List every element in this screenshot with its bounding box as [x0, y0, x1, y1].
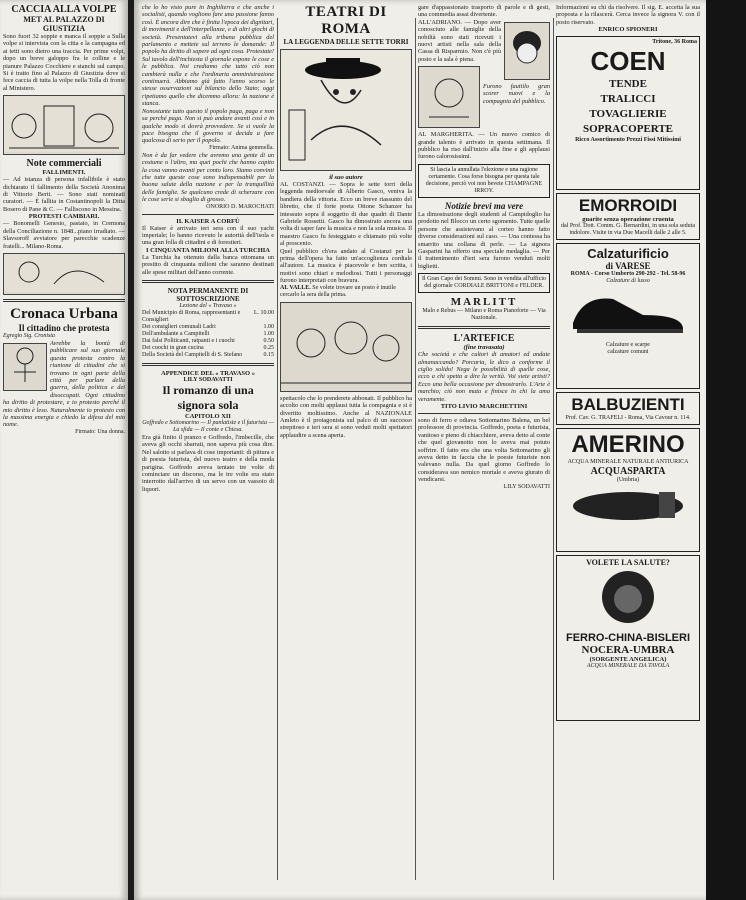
portrait-caption: il suo autore	[329, 174, 363, 181]
shoe-icon	[563, 285, 693, 337]
coen-ad	[556, 36, 700, 190]
calz-title: Calzaturificio	[587, 246, 669, 262]
protesti-title: PROTESTI CAMBIARI.	[28, 213, 100, 221]
theatre-body: AL COSTANZI. — Sopra le sette torri della leggenda medioevale di Alberto Gasco, veniva la bandiera della vittoria. Ecco un breve riassunto del libretto, che il forte poeta Ottone Schanzer ha intessuto sopra il soggetto di due quadri di Dante Gabriele Rossetti. Gasco ha dimostrato ancora una volta di saper fare la musica e non la sola musica. Il maestro Gasco fu festeggiato e chiamato più volte al proscenio.	[280, 181, 412, 248]
calz-address: ROMA - Corso Umberto 290-292 - Tel. 58-96	[570, 271, 686, 278]
cronaca-byline: Egregio Sig. Cronista	[3, 332, 56, 339]
emorroidi-body: dal Prof. Dott. Comm. G. Bernardini, in una sola seduta indolore. Visite in via Due Macelli dalle 2 alle 5.	[561, 223, 695, 237]
valle-head: AL VALLE.	[280, 284, 311, 291]
marlitt-title: MARLITT	[450, 296, 518, 309]
classified-ad: Il Gran Capo dei Sommi. Sono in vendita all'ufficio del giornale CORDIALE BRITTONI e FELDER.	[418, 273, 550, 293]
calz-line-1: Calzature e scarpe	[606, 342, 650, 349]
ferro-title: FERRO-CHINA-BISLERI	[565, 632, 691, 645]
calz-sub: Calzature di lusso	[606, 278, 650, 285]
emorroidi-sub: guarite senza operazione cruenta	[582, 216, 674, 224]
amerino-sub: ACQUA MINERALE NATURALE ANTIURICA	[567, 459, 689, 466]
artefice-body: Che società e che cultori di amatori ed andate almanaccando? Porcaria, le dico a conforme il ciglio solido! Nega le possibilità di quelle cose, ecco a chi spetta a dire la verità. Voi siete artisti? Ecco una bella occasione per dimostrarlo. L'Arte è marchio; ciò non muta e finisce in chi la ama veramente.	[418, 351, 550, 403]
left-column	[3, 4, 125, 890]
face-illustration-2	[418, 66, 480, 128]
article-body-mid: Non è da far vedere che avremo una gente di un costume o l'altro, ma quei pochi che hanno capito la cosa vanno avanti per conto loro. Siamo convinti che tutte queste cose sono indispensabili per la buona salute della nazione e per la tranquillità delle famiglie. Se qualcuno crede di scherzare con le cose serie si sbaglia di grosso.	[142, 151, 274, 204]
theatre-body-2: Quel pubblico ch'era andato al Costanzi per la prima dell'opera ha fatto un'accoglienza cordiale all'autore. La musica è piacevole e ben scritta, i motivi sono chiari e melodiosi. Tutti i personaggi furono interpretati con bravura.	[280, 247, 412, 285]
theatre-subtitle: LA LEGGENDA DELLE SETTE TORRI	[283, 38, 409, 46]
column-4	[418, 4, 550, 890]
italic-block: Nonostante tutto questo il popolo paga, paga e non sa perché paga. Non si può andare avanti così e in qualche modo si dovrà provvedere. Se si vuole la pace bisogna che il governo si decida a fare qualcosa di serio per il popolo.	[142, 107, 274, 145]
subscription-row	[142, 310, 274, 324]
artefice-sign: TITO LIVIO MARCHETTINI	[440, 402, 528, 410]
author-portrait	[280, 49, 412, 171]
salute-title: VOLETE LA SALUTE?	[586, 558, 670, 568]
column-5-ads	[556, 4, 700, 890]
notizie-title: Notizie brevi ma vere	[444, 200, 524, 211]
balbu-title: BALBUZIENTI	[571, 395, 685, 415]
novel-body: Era già finito il pranzo e Goffredo, l'imbecille, che aveva gli occhi sbarrati, non sapeva più cosa dire. Nel salotto si parlava di cose importanti: di pittura e di poesia futurista, del nuovo teatro e della moda parigina. Goffredo aveva tentato tre volte di cominciare un discorso, ma le tre volte era stato interrotto dall'arrivo di un servo con un vassoio di liquori.	[142, 434, 274, 493]
subscription-subtitle: Lezione del « Travaso »	[179, 303, 237, 309]
subscription-label: Della Società del Campitelli di S. Stefano	[142, 352, 243, 358]
theatre-title: TEATRI DI ROMA	[305, 4, 387, 37]
coen-address: Tritone, 36 Roma	[652, 39, 697, 46]
cronaca-title: Cronaca Urbana	[10, 305, 118, 322]
balbu-sub: Prof. Cav. G. TRAFELI - Roma, Via Cavour n. 114.	[565, 415, 691, 422]
calz-line-2: calzature comuni	[607, 349, 649, 356]
lion-icon	[563, 567, 693, 627]
subscription-row	[142, 324, 274, 331]
champagne-ad: Si lascia la annullata l'elezione e una ragione certamente. Cosa forse bisogna per questa tale decisione, perciò voi non bevete CHAMPAGNE IRROY.	[418, 164, 550, 198]
amerino-title: AMERINO	[571, 431, 685, 459]
subscription-amount: 0.50	[263, 338, 274, 344]
bottle-icon	[563, 484, 693, 524]
col5-top: Informazioni su chi da risolvere. Il sig. E. accetta la sua proposta e la rilascerà. Cerca invece la signora V. con il posto riservato.	[556, 4, 700, 26]
subscription-label: Dell'ambulante a Campitelli	[142, 331, 210, 337]
subscription-row	[142, 352, 274, 359]
article-subtitle: MET AL PALAZZO DI GIUSTIZIA	[23, 15, 105, 33]
subscription-title: NOTA PERMANENTE DI SOTTOSCRIZIONE	[167, 287, 249, 303]
coen-item: TOVAGLIERIE	[589, 108, 667, 121]
acqua-title: ACQUASPARTA	[590, 466, 666, 478]
artefice-title: L'ARTEFICE	[453, 333, 515, 345]
novel-author: LILY SODAVATTI	[183, 377, 233, 383]
marlitt-sub: Malo e Rebus — Milano e Roma Pianoforte — Via Nazionale.	[422, 308, 546, 322]
emorroidi-ad	[556, 193, 700, 240]
nocera-sub: (SORGENTE ANGELICA)	[589, 656, 667, 664]
coen-item: TENDE	[609, 78, 647, 91]
article-body-top: che lo ho visto pure in Inghilterra e che anche i socialisti, quando vogliono fare una passione fanno così. È ancora dire che è finita l'epoca dei dignitari, di movimenti e dell'interpellanze, e di altri giochi di società. Presentatevi alla tribuna pubblica del parlamento e mettete sul terreno le domande: Il popolo ha diritto di sapere ad ogni cosa. Protestate! Sul tavolo dell'inchiesta il giornale espone le cose e le pubblica. Noi crediamo che tutto ciò non cambierà nulla e che l'ordinaria amministrazione continuerà. Abbiamo già fatto l'anno scorso le stesse osservazioni sul bilancio dello Stato; oggi ripetiamo quello che dicemmo allora: la nazione è stanca.	[142, 4, 274, 108]
appendix-label: APPENDICE DEL « TRAVASO »	[161, 370, 255, 377]
adriano-text: ALL'ADRIANO. — Dopo aver conosciuto alle famiglie della nobiltà sono stati ricevuti i nuovi artisti nella sala della Cassa di Risparmio. Non c'è più posto e la sala è piena.	[418, 18, 501, 63]
news-text-2: La Turchia ha ottenuto dalla banca ottomana un prestito di cinquanta milioni che saranno destinati alle spese militari dell'anno corrente.	[142, 253, 274, 276]
subscription-label: Dei consiglieri comunali Ladri	[142, 324, 216, 330]
subscription-amount: L. 10.00	[253, 310, 274, 316]
nocera-title: NOCERA-UMBRA	[581, 644, 675, 657]
coen-item: SOPRACOPERTE	[582, 123, 674, 136]
balbuzienti-ad	[556, 392, 700, 425]
news-head: IL KAISER A CORFÙ	[176, 217, 240, 225]
theatre-body-3: spettacolo che lo prenderete abbonati. Il pubblico ha accolto con molti applausi tutta la compagnia e si è divertito moltissimo. Anche al NAZIONALE Amleto è il protagonista sul palco di un successo strepitoso e ieri sera si sono veduti molti spettatori applaudire a scena aperta.	[280, 394, 412, 439]
page-binding	[706, 0, 746, 900]
novel-chapter-sub: Goffredo e Sottomarino — Il panlatiste e il futurista — La sfida — Il conte e Chiesa.	[142, 420, 274, 433]
article-title: CACCIA ALLA VOLPE	[11, 4, 117, 15]
right-page	[134, 0, 706, 900]
cronaca-subtitle: Il cittadino che protesta	[18, 322, 110, 333]
cronaca-sign: Firmato: Una donna.	[75, 428, 125, 435]
faces-caption: Furono fautiilo gran scorer nuovi e la compagnia del pubblico.	[483, 82, 550, 105]
section-body: — Ad istanza di persona infallibile è stato dichiarato il fallimento della Società Anonima di Vittorio Berti. — Sono stati nominati curatori. — È fallita in Costantinopoli la Ditta Bosero di Pane & C. — Falliscono in Messina.	[3, 176, 125, 213]
amerino-ad	[556, 428, 700, 552]
spioneri-label: ENRICO SPIONERI	[598, 26, 658, 34]
article-body: Sono fuori 32 soppie e manca il soppie a Sulla volpe si intervista con la citta e la campagna ed ai tetti sono dietro una traccia. Per prime volpi, dopo un breve galoppo fra le colline e le pianure Palazzo Cocchiere e stanchi sul campo. Si è tratto fino al Palazzo di Giustizia dove si fece caccia di tutta la volpe nella Tolla di fronte al Ministero.	[3, 33, 125, 92]
calzaturificio-ad	[556, 243, 700, 389]
signature-2: ONORIO D. MAROCHATI	[206, 203, 274, 210]
hunt-illustration	[3, 95, 125, 155]
column-2	[142, 4, 274, 890]
protesti-body: — Bonomelli Genesio, pastaio, in Cremona della Conciliazione n. 1848...piano irradiato. — Slavsoroff avviatore per parecchie scadenze fratelli... Milano-Roma.	[3, 220, 125, 250]
notizie-body: La dimostrazione degli studenti al Campidoglio ha prodotto nel Blocco un certo sgomento. Tutte quelle persone che assistevano al corteo hanno fatto diverse considerazioni sul caso. — Una contessa ha smarrito una collana di perle. — La signora Gasparini ha offerto una speciale medaglia. — Per il trattenimento d'ieri sera furono venduti molti biglietti.	[418, 210, 550, 270]
calz-city: di VARESE	[605, 261, 651, 272]
subscription-label: Del Municipio di Roma, rappresentanti e Consiglieri	[142, 310, 241, 323]
signature: Firmato: Anima gemmella.	[209, 144, 274, 151]
news-text: Il Kaiser è arrivato ieri sera con il suo yacht imperiale; lo hanno ricevuto le autorità dell'isola e una gran folla di cittadini e di forestieri.	[142, 224, 274, 247]
subscription-row	[142, 331, 274, 338]
subscription-row	[142, 345, 274, 352]
face-illustration	[504, 22, 550, 80]
cartoon-illustration	[3, 253, 125, 295]
coen-items	[559, 77, 697, 137]
protester-illustration	[3, 343, 47, 391]
ferro-china-ad	[556, 555, 700, 721]
subscription-list	[142, 310, 274, 359]
subscription-amount: 0.25	[263, 345, 274, 351]
nocera-foot: ACQUA MINERALE DA TAVOLA	[586, 663, 670, 670]
valle-text: Se volete trovare un posto è inutile cercarlo la sera della prima.	[280, 284, 396, 298]
novel-title: Il romanzo di una signora sola	[162, 383, 254, 412]
margherita-text: AL MARGHERITA. — Un nuovo comico di grande talento è arrivato in questa settimana. Il pubblico ha riso dall'inizio alla fine e gli applausi furono calorosissimi.	[418, 131, 550, 161]
section-subtitle: FALLIMENTI.	[42, 169, 86, 177]
novel-sign: LILY SODAVATTI	[503, 483, 550, 490]
subscription-amount: 0.15	[263, 352, 274, 358]
subscription-label: Dei cuochi in gran cucina	[142, 345, 204, 351]
novel-chapter: CAPITOLO XII	[185, 413, 231, 420]
acqua-sub: (Umbria)	[616, 477, 640, 484]
coen-name: COEN	[590, 46, 666, 77]
column-3	[280, 4, 412, 890]
cronaca-body: Avrebbe la bontà di pubblicare sul suo giornale questa protesta contro la riunione di cittadini che si trovano in ogni parte della città per parlare della guerra, della politica e dei disoccupati. Ogni cittadino ha diritto di protestare, e io protesto perché il mio diritto è leso. Naturalmente io protesto con la massima energia e chiedo la difesa del mio nome.	[3, 339, 125, 429]
coen-foot: Ricco Assortimento Prezzi Fissi Mitissimi	[575, 137, 681, 144]
col4-top: gare d'appassionato trasporto di parole e di gesti, una commedia assai divertente.	[418, 4, 550, 19]
audience-illustration	[280, 302, 412, 392]
emorroidi-title: EMORROIDI	[578, 196, 678, 216]
novel-continuation: sono di ferro e odiava Sottomarino Balena, un bel professore di provincia. Goffredo, poeta e futurista, vanitoso e pieno di chiacchiere, aveva detto al conte che quel giovanotto non lo aveva mai potuto soffrire. Il fatto era che una volta Sottomarino gli aveva detto in faccia che le poesie futuriste non valevano nulla. Da quel giorno Goffredo lo considerava suo nemico mortale e aveva giurato di vendicarsi.	[418, 416, 550, 484]
left-page	[0, 0, 128, 900]
artefice-sub: (fine travasata)	[463, 344, 505, 352]
news-head-2: I CINQUANTA MILIONI ALLA TURCHIA	[145, 246, 270, 254]
section-title: Note commerciali	[26, 158, 102, 170]
subscription-amount: 1.00	[263, 324, 274, 330]
subscription-row	[142, 338, 274, 345]
coen-item: TRALICCI	[600, 93, 656, 106]
subscription-label: Dai falsi Politicanti, ratpanti e i cuochi	[142, 338, 235, 344]
subscription-amount: 1.00	[263, 331, 274, 337]
